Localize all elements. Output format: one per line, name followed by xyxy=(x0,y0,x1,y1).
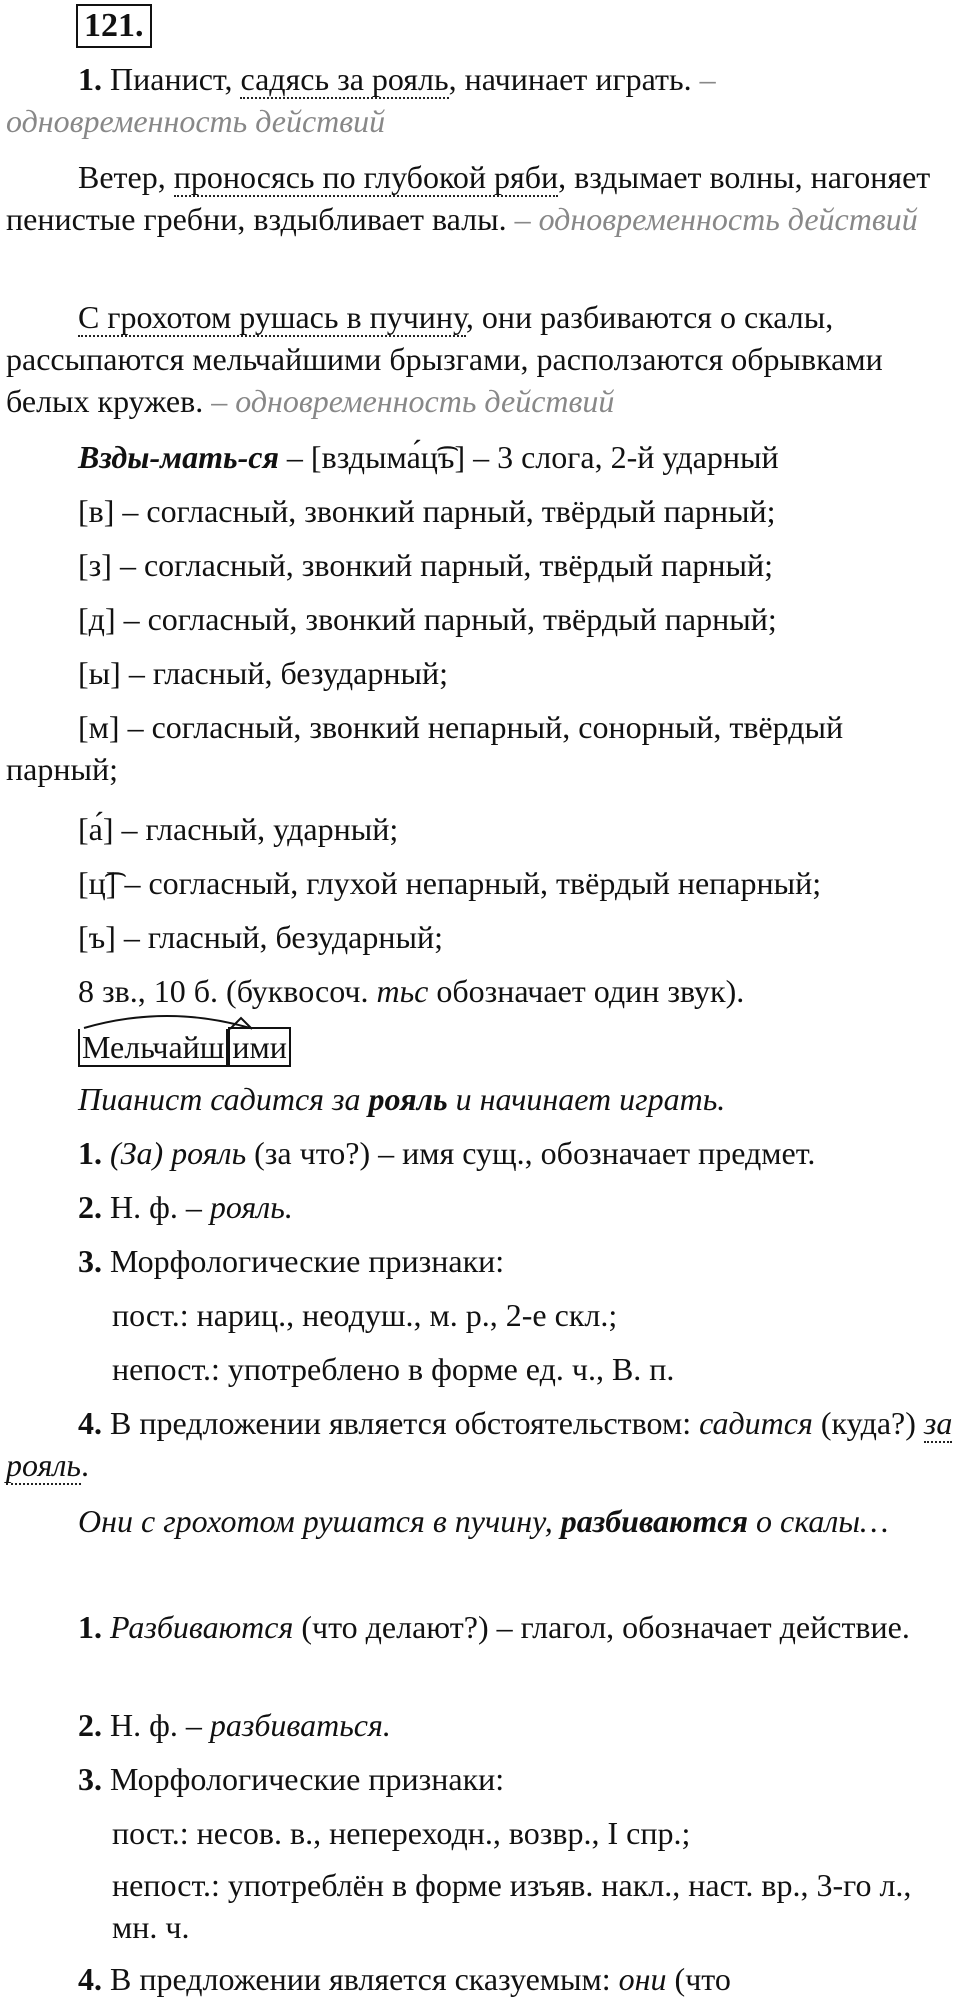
parse2-step2: 2. Н. ф. – разбиваться. xyxy=(78,1707,391,1743)
parse1-step1: 1. (За) рояль (за что?) – имя сущ., обозначает предмет. xyxy=(78,1135,816,1171)
morphemic-parse xyxy=(6,1026,960,1068)
example-sentence-2: Они с грохотом рушатся в пучину, разбиваются о скалы… xyxy=(78,1503,889,1539)
parse2-step4: 4. В предложении является сказуемым: они (что xyxy=(78,1961,731,1997)
parse1-const: пост.: нариц., неодуш., м. р., 2-е скл.; xyxy=(112,1297,618,1333)
exercise-number: 121. xyxy=(76,4,152,48)
participle-phrase-1: садясь за рояль xyxy=(240,61,449,97)
word-stem: Мельчайш xyxy=(78,1029,228,1067)
morpheme-word xyxy=(78,1026,291,1068)
sound-line: [а́] – гласный, ударный; xyxy=(78,811,399,847)
sound-line: [ц͡] – согласный, глухой непарный, твёрдый непарный; xyxy=(78,865,822,901)
note-3: – одновременность действий xyxy=(211,383,615,419)
sentence-1: 1. Пианист, садясь за рояль, начинает играть. – одновременность действий xyxy=(6,61,716,139)
sentence-3: С грохотом рушась в пучину, они разбиваются о скалы, рассыпаются мельчайшими брызгами, расползаются обрывками белых кружев. – одновременность действий xyxy=(6,299,883,419)
note-1: – одновременность действий xyxy=(6,61,716,139)
parse2-step3: 3. Морфологические признаки: xyxy=(78,1761,505,1797)
parse2-step1: 1. Разбиваются (что делают?) – глагол, обозначает действие. xyxy=(78,1609,910,1645)
sound-line: [ы] – гласный, безударный; xyxy=(78,655,448,691)
parse2-const: пост.: несов. в., непереходн., возвр., I спр.; xyxy=(112,1815,691,1851)
parse1-nonconst: непост.: употреблено в форме ед. ч., В. п. xyxy=(112,1351,675,1387)
word-ending: ими xyxy=(228,1027,291,1067)
phonetic-header: Взды-мать-ся – [вздыма́ц͡ъ] – 3 слога, 2-й ударный xyxy=(78,439,779,475)
sound-line: [в] – согласный, звонкий парный, твёрдый парный; xyxy=(78,493,776,529)
phonetic-summary: 8 зв., 10 б. (буквосоч. тьс обозначает один звук). xyxy=(78,973,745,1009)
phonetic-word: Взды-мать-ся xyxy=(78,439,279,475)
sound-line: [д] – согласный, звонкий парный, твёрдый парный; xyxy=(78,601,777,637)
participle-phrase-2: проносясь по глубокой ряби xyxy=(173,159,559,195)
root-arc-icon xyxy=(82,1012,252,1030)
note-2: – одновременность действий xyxy=(514,201,918,237)
participle-phrase-3: С грохотом рушась в пучину xyxy=(78,299,466,335)
suffix-caret-icon xyxy=(228,1016,254,1030)
parse1-step4: 4. В предложении является обстоятельством: садится (куда?) за рояль. xyxy=(6,1405,953,1483)
example-sentence-1: Пианист садится за рояль и начинает играть. xyxy=(78,1081,726,1117)
sound-line: [ъ] – гласный, безударный; xyxy=(78,919,444,955)
parse1-step2: 2. Н. ф. – рояль. xyxy=(78,1189,293,1225)
sound-line: [м] – согласный, звонкий непарный, сонорный, твёрдый парный; xyxy=(6,709,844,787)
parse2-nonconst: непост.: употреблён в форме изъяв. накл., наст. вр., 3-го л., мн. ч. xyxy=(112,1867,912,1945)
parse1-step3: 3. Морфологические признаки: xyxy=(78,1243,505,1279)
sound-line: [з] – согласный, звонкий парный, твёрдый парный; xyxy=(78,547,774,583)
sentence-2: Ветер, проносясь по глубокой ряби, вздымает волны, нагоняет пенистые гребни, вздыбливает валы. – одновременность действий xyxy=(6,159,931,237)
